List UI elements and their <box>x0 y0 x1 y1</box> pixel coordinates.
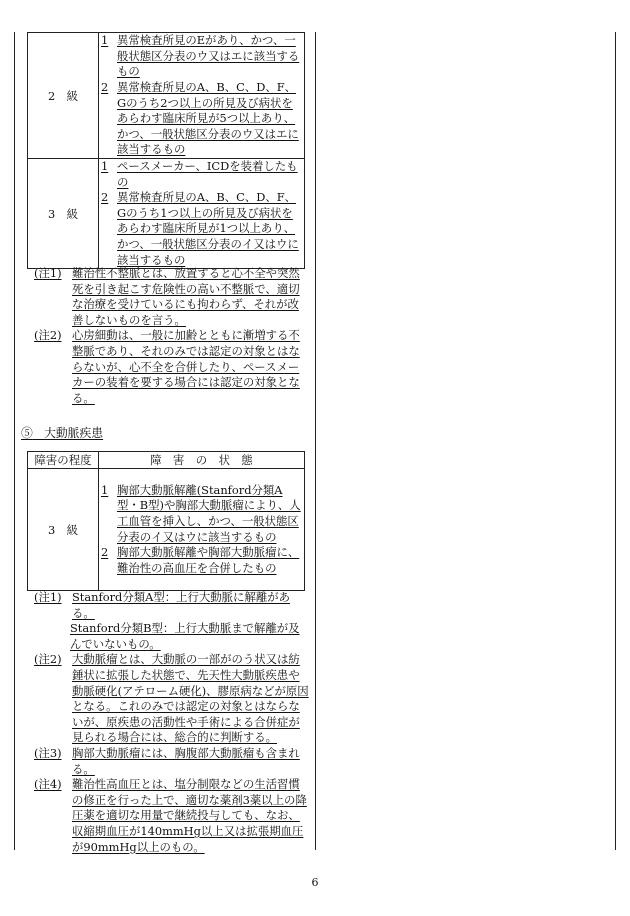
list-item: 2 異常検査所見のA、B、C、D、F、Gのうち1つ以上の所見及び病状をあらわす臨床所見が1つ以上あり、かつ、一般状態区分表のイ又はウに該当するもの <box>101 190 299 267</box>
state-cell <box>99 469 305 591</box>
table-row <box>28 159 305 269</box>
page-border-left <box>14 32 15 850</box>
table-row <box>28 469 305 591</box>
page-number: 6 <box>311 876 319 889</box>
page-border-right <box>615 32 616 850</box>
header-state: 障 害 の 状 態 <box>99 452 305 469</box>
grade-cell: 3 級 <box>28 159 99 269</box>
section-heading: ⑤ 大動脈疾患 <box>21 426 104 440</box>
notes-aortic <box>34 590 310 855</box>
list-item: 1 ペースメーカー、ICDを装着したもの <box>101 159 298 189</box>
state-cell <box>99 33 305 159</box>
grade-cell: 2 級 <box>28 33 99 159</box>
note: (注1) 難治性不整脈とは、放置すると心不全や突然死を引き起こす危険性の高い不整脈で、適切な治療を受けているにも拘わらず、それが改善しないものを言う。 <box>34 266 300 327</box>
grade-cell: 3 級 <box>28 469 99 591</box>
state-cell <box>99 159 305 269</box>
table-header-row <box>28 452 305 469</box>
table-row <box>28 33 305 159</box>
list-item: 1 胸部大動脈解離(Stanford分類A型・B型)や胸部大動脈瘤により、人工血管を挿入し、かつ、一般状態区分表のイ又はウに該当するもの <box>101 482 301 544</box>
note: (注4) 難治性高血圧とは、塩分制限などの生活習慣の修正を行った上で、適切な薬剤3薬以上の降圧薬を適切な用量で継続投与しても、なお、収縮期血圧が140mmHg以上又は拡張期血圧が90mmHg以上のもの。 <box>34 777 307 854</box>
note: (注2) 心房細動は、一般に加齢とともに漸増する不整脈であり、それのみでは認定の対象とはならないが、心不全を合併したり、ペースメーカーの装着を要する場合には認定の対象となる。 <box>34 328 300 405</box>
note: (注2) 大動脈瘤とは、大動脈の一部がのう状又は紡錘状に拡張した状態で、先天性大動脈疾患や動脈硬化(アテローム硬化)、膠原病などが原因となる。これのみでは認定の対象とはならないが、原疾患の活動性や手術による合併症が見られる場合には、総合的に判断する。 <box>34 652 309 745</box>
grade-table-aortic <box>27 451 305 591</box>
note-continuation: Stanford分類B型：上行大動脈まで解離が及んでいないもの。 <box>70 621 300 651</box>
header-grade: 障害の程度 <box>28 452 99 469</box>
notes-arrhythmia <box>34 266 310 406</box>
note: (注1) Stanford分類A型：上行大動脈に解離がある。 <box>34 590 291 620</box>
list-item: 1 異常検査所見のEがあり、かつ、一般状態区分表のウ又はエに該当するもの <box>101 33 300 79</box>
note: (注3) 胸部大動脈瘤には、胸腹部大動脈瘤も含まれる。 <box>34 745 300 776</box>
grade-table-arrhythmia <box>27 32 305 269</box>
list-item: 2 異常検査所見のA、B、C、D、F、Gのうち2つ以上の所見及び病状をあらわす臨床所見が5つ以上あり、かつ、一般状態区分表のウ又はエに該当するもの <box>101 79 299 157</box>
column-divider <box>315 32 316 850</box>
list-item: 2 胸部大動脈解離や胸部大動脈瘤に、難治性の高血圧を合併したもの <box>101 545 300 575</box>
